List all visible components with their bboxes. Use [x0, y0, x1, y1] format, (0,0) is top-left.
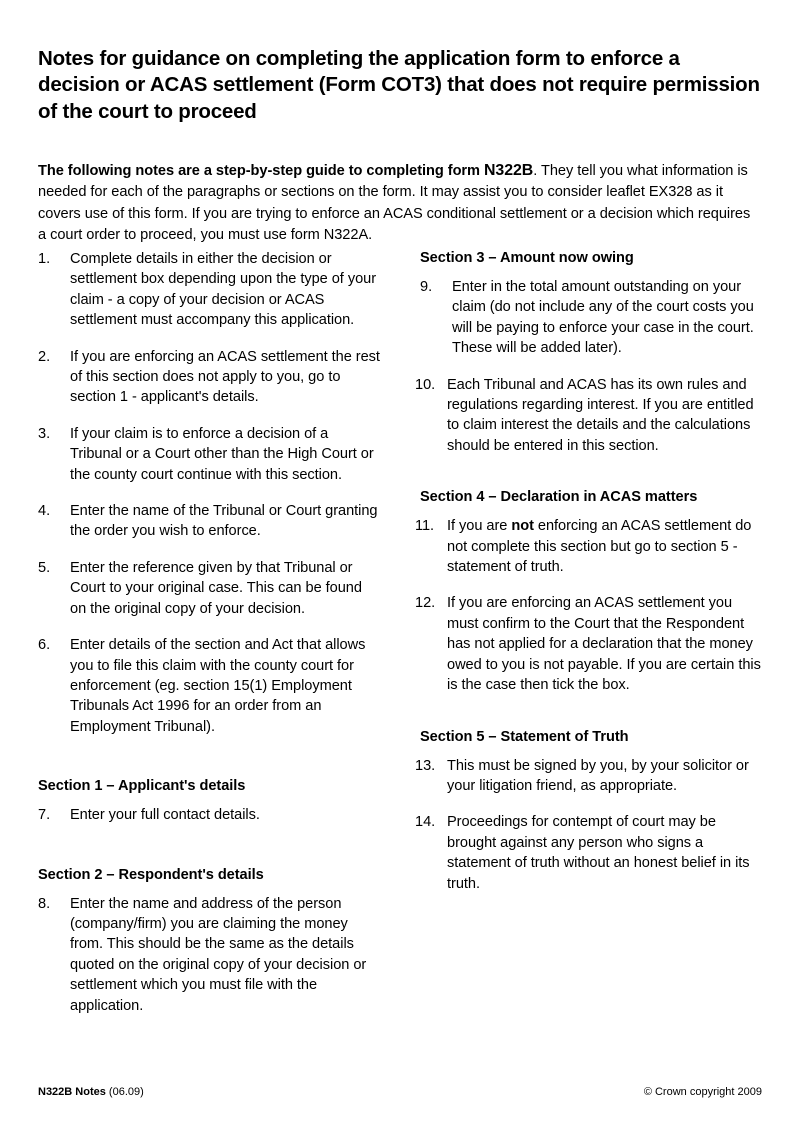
note-item [415, 593, 762, 695]
note-number: 2. [38, 348, 51, 365]
note-number: 13. [415, 757, 436, 774]
note-emphasis: not [511, 518, 534, 535]
note-item [38, 424, 380, 485]
section-heading-4: Section 4 – Declaration in ACAS matters [420, 489, 698, 506]
note-text: Enter in the total amount outstanding on your claim (do not include any of the court costs you will be paying to enforce your case in the court. These will be added later). [452, 279, 754, 357]
note-number: 7. [38, 807, 51, 824]
note-text: Enter details of the section and Act that allows you to file this claim with the county court for enforcement (eg. section 15(1) Employment Tribunals Act 1996 for an order from an Employment Tribunal). [70, 637, 366, 735]
footer-copyright: © Crown copyright 2009 [643, 1086, 762, 1098]
note-text: Enter the name of the Tribunal or Court granting the order you wish to enforce. [70, 503, 378, 540]
intro-paragraph [38, 160, 754, 247]
note-number: 12. [415, 595, 436, 612]
right-column [415, 249, 762, 1032]
note-text: Enter your full contact details. [70, 807, 260, 824]
note-item [38, 347, 380, 408]
note-text: Enter the name and address of the person (company/firm) you are claiming the money from. This should be the same as the details quoted on the original copy of your decision or settlement which you must file with the application. [70, 895, 367, 1014]
note-text: If your claim is to enforce a decision of a Tribunal or a Court other than the High Court or the county court continue with this section. [70, 425, 374, 483]
note-number: 3. [38, 425, 51, 442]
note-text: Enter the reference given by that Tribunal or Court to your original case. This can be found on the original copy of your decision. [70, 559, 362, 617]
note-number: 5. [38, 559, 51, 576]
note-item [415, 756, 762, 797]
note-number: 9. [420, 279, 433, 295]
footer-form-code [38, 1085, 144, 1099]
note-text: If you are enforcing an ACAS settlement you must confirm to the Court that the Respondent has not applied for a declaration that the money owed to you is not payable. If you are certain this is the case then tick the box. [447, 595, 761, 694]
note-number: 11. [415, 518, 435, 535]
note-item [38, 501, 380, 542]
note-item [415, 375, 762, 457]
footer-code-text: N322B Notes [38, 1086, 106, 1098]
note-text: Proceedings for contempt of court may be brought against any person who signs a statement of truth without an honest belief in its truth. [447, 814, 750, 892]
note-item [38, 558, 380, 619]
page-title: Notes for guidance on completing the application form to enforce a decision or ACAS settlement (Form COT3) that does not require permission of the court to proceed [38, 46, 760, 123]
note-number: 10. [415, 376, 436, 393]
section-heading-5: Section 5 – Statement of Truth [420, 728, 629, 745]
note-text: This must be signed by you, by your solicitor or your litigation friend, as appropriate. [447, 757, 749, 794]
note-text: If you are enforcing an ACAS settlement the rest of this section does not apply to you, go to section 1 - applicant's details. [70, 348, 380, 406]
note-item [38, 635, 380, 737]
note-number: 14. [415, 814, 436, 831]
note-item [415, 812, 762, 894]
note-text: Each Tribunal and ACAS has its own rules and regulations regarding interest. If you are entitled to claim interest the details and the calculations should be entered in this section. [447, 376, 754, 454]
note-item [38, 249, 380, 331]
section-heading-1: Section 1 – Applicant's details [38, 778, 246, 795]
note-number: 4. [38, 503, 51, 520]
note-number: 6. [38, 637, 51, 654]
note-item [420, 277, 762, 359]
section-heading-3: Section 3 – Amount now owing [420, 250, 634, 266]
intro-form-reference: N322B [484, 161, 534, 179]
note-text-part2: enforcing an ACAS settlement do not complete this section but go to section 5 - statement of truth. [447, 518, 752, 576]
note-number: 1. [38, 251, 51, 267]
section-heading-2: Section 2 – Respondent's details [38, 866, 264, 883]
note-item [415, 516, 762, 577]
body-columns [38, 249, 762, 1032]
note-number: 8. [38, 895, 51, 912]
left-column [38, 249, 380, 1032]
intro-lead-text: The following notes are a step-by-step guide to completing form [38, 162, 484, 179]
note-text-part1: If you are [447, 518, 512, 535]
note-text [447, 516, 762, 577]
note-item [38, 805, 380, 825]
note-item [38, 894, 380, 1016]
footer-version-text: (06.09) [105, 1086, 144, 1098]
page-footer [38, 1085, 762, 1099]
intro-rest-text: . They tell you what information is needed for each of the paragraphs or sections on the form. It may assist you to consider leaflet EX328 as it covers use of this form. If you are trying to enforce an ACAS conditional settlement or a decision which requires a court order to proceed, you must use form N322A. [38, 162, 751, 244]
note-text: Complete details in either the decision or settlement box depending upon the type of your claim - a copy of your decision or ACAS settlement must accompany this application. [70, 251, 377, 329]
